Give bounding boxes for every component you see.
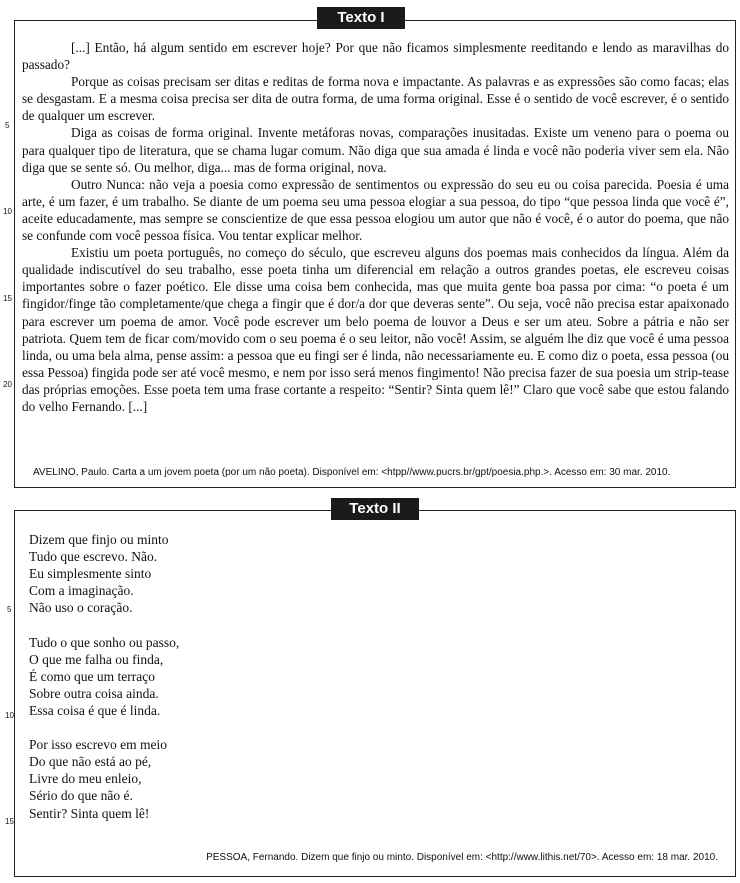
poem-verse: Tudo que escrevo. Não. [29, 549, 158, 565]
texto-1-citation: AVELINO, Paulo. Carta a um jovem poeta (por um não poeta). Disponível em: <htpp//www.pucrs.br/gpt/poesia.php.>. Acesso em: 30 mar. 2010. [33, 467, 671, 478]
stanza-break [29, 719, 179, 736]
poem-verse: Sobre outra coisa ainda. [29, 685, 159, 701]
poem-verse: O que me falha ou finda, [29, 651, 164, 667]
poem-verse: Do que não está ao pé, [29, 754, 152, 770]
texto-2-citation: PESSOA, Fernando. Dizem que finjo ou minto. Disponível em: <http://www.lithis.net/70>. Acesso em: 18 mar. 2010. [206, 852, 718, 863]
line-number: 10 [3, 207, 12, 216]
line-number: 5 [7, 605, 12, 614]
poem-verse: Essa coisa é que é linda. [29, 702, 161, 718]
poem-verse: É como que um terraço [29, 668, 155, 684]
line-number: 10 [5, 711, 14, 720]
texto-1-paragraph: Diga as coisas de forma original. Invente metáforas novas, comparações inusitadas. Existe um veneno para o poema ou para qualquer tipo de literatura, que se chama lugar comum. Não diga que sua amada é linda e você não poderia viver sem ela. Não diga que se sente só. Ou melhor, diga... mas de forma original, nova. [22, 125, 729, 175]
texto-1-body [22, 39, 729, 415]
poem-verse: Não uso o coração. [29, 600, 133, 616]
line-number: 15 [3, 294, 12, 303]
poem-verse: Livre do meu enleio, [29, 771, 142, 787]
poem-verse: Por isso escrevo em meio [29, 737, 167, 753]
line-number: 20 [3, 380, 12, 389]
texto-1-paragraph: Outro Nunca: não veja a poesia como expressão de sentimentos ou expressão do seu eu ou coisa parecida. Poesia é uma arte, é um fazer, é um trabalho. Se diante de um poema seu uma pessoa elogiar a sua pessoa, do tipo “que pessoa linda que você é”, aceite educadamente, mas sempre se conscientize de que essa pessoa elogiou um autor que não é você, é o autor do poema, que não se confunde com você pessoa física. Vou tentar explicar melhor. [22, 176, 729, 244]
poem-verse: Sério do que não é. [29, 788, 133, 804]
stanza-break [29, 616, 179, 633]
texto-2-badge: Texto II [331, 498, 419, 520]
poem-verse: Sentir? Sinta quem lê! [29, 805, 150, 821]
poem-verse: Com a imaginação. [29, 583, 134, 599]
texto-1-badge: Texto I [317, 7, 405, 29]
poem [29, 531, 179, 822]
texto-1-paragraph: Porque as coisas precisam ser ditas e reditas de forma nova e impactante. As palavras e as expressões são como facas; elas se desgastam. E a mesma coisa precisa ser dita de outra forma, de uma forma original. Esse é o sentido de você escrever, é o sentido de qualquer um escrever. [22, 74, 729, 124]
texto-1-paragraph: [...] Então, há algum sentido em escrever hoje? Por que não ficamos simplesmente reeditando e lendo as maravilhas do passado? [22, 40, 729, 73]
line-number: 15 [5, 817, 14, 826]
poem-verse: Tudo o que sonho ou passo, [29, 634, 180, 650]
line-number: 5 [5, 121, 10, 130]
poem-verse: Dizem que finjo ou minto [29, 532, 169, 547]
poem-verse: Eu simplesmente sinto [29, 566, 152, 582]
texto-1-paragraph: Existiu um poeta português, no começo do século, que escreveu alguns dos poemas mais conhecidos da língua. Além da qualidade indiscutível do seu trabalho, esse poeta tinha um diferencial em relação a outros grandes poetas, ele escreveu coisas importantes sobre o fazer poético. Ele disse uma coisa bem conhecida, mas que muita gente boa passa por cima: “o poeta é um fingidor/finge tão completamente/que chega a fingir que é dor/a dor que deveras sente”. Ou seja, você não precisa estar apaixonado para escrever um poema de amor. Você pode escrever um belo poema de louvor a Deus e ser um ateu. Sobre a pátria e não ser patriota. Quem tem de ficar com/movido com o seu poema é o seu leitor, não você! Assim, se alguém lhe diz que você é uma pessoa linda, ou uma bela alma, pense assim: a pessoa que eu fingi ser é linda, não necessariamente eu. E como diz o poeta, essa pessoa (ou essa Pessoa) fingida pode ser até você mesmo, e nem por isso será menos fingimento! Não precisa fazer de sua poesia um strip-tease das próprias emoções. Esse poeta tem uma frase cortante a respeito: “Sentir? Sinta quem lê!” Claro que você sabe que estou falando do velho Fernando. [...] [22, 245, 729, 414]
